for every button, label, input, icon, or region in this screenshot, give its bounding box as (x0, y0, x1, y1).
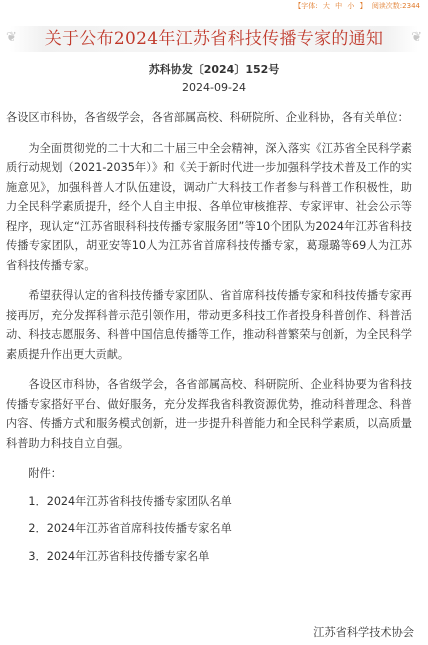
article-body (6, 108, 412, 574)
attachments-title: 附件： (28, 467, 62, 480)
attachment-item-3[interactable]: 3．2024年江苏省科技传播专家名单 (28, 549, 210, 563)
attachments-list (6, 492, 412, 567)
article-toolbar (291, 0, 420, 12)
paragraph-1: 为全面贯彻党的二十大和二十届三中全会精神，深入落实《江苏省全民科学素质行动规划（2021-2035年）》和《关于新时代进一步加强科学技术普及工作的实施意见》，加强科普人才队伍建设，调动广大科技工作者参与科普工作积极性，助力全民科学素质提升，经个人自主申报、各单位审核推荐、专家评审、社会公示等程序，现认定“江苏省眼科科技传播专家服务团”等10个团队为2024年江苏省科技传播专家团队，胡亚安等10人为江苏省首席科技传播专家，葛璟璐等69人为江苏省科技传播专家。 (6, 141, 412, 272)
font-size-medium-button[interactable]: 中 (335, 2, 343, 10)
view-count-label: 阅读次数: (371, 2, 403, 10)
signature: 江苏省科学技术协会 (313, 626, 414, 639)
page-title: 关于公布2024年江苏省科技传播专家的通知 (44, 29, 384, 49)
salutation: 各设区市科协，各省级学会，各省部属高校、科研院所、企业科协，各有关单位： (6, 111, 409, 124)
attachment-item-2[interactable]: 2．2024年江苏省首席科技传播专家名单 (28, 522, 232, 535)
paragraph-2: 希望获得认定的省科技传播专家团队、省首席科技传播专家和科技传播专家再接再厉，充分发挥科普示范引领作用，带动更多科技工作者投身科普创作、科普活动、科技志愿服务、科普中国信息传播等工作，推动科普繁荣与创新，为全民科学素质提升作出更大贡献。 (6, 289, 412, 361)
publish-date: 2024-09-24 (182, 81, 246, 94)
document-number: 苏科协发〔2024〕152号 (148, 63, 280, 76)
leaf-ornament-left-icon: ❦ (6, 30, 17, 45)
view-count-value: 2344 (402, 2, 420, 10)
leaf-ornament-right-icon: ❦ (411, 30, 422, 45)
attachment-item-1[interactable]: 1．2024年江苏省科技传播专家团队名单 (28, 494, 232, 508)
font-size-small-button[interactable]: 小 (347, 2, 355, 10)
title-banner (0, 18, 428, 58)
font-size-label: 【字体: (294, 2, 318, 10)
font-size-close-bracket: 】 (359, 2, 367, 10)
font-size-large-button[interactable]: 大 (322, 2, 330, 10)
paragraph-3: 各设区市科协，各省级学会，各省部属高校、科研院所、企业科协要为省科技传播专家搭好平台、做好服务，充分发挥我省科教资源优势，推动科普理念、科普内容、传播方式和服务模式创新，进一步提升科普能力和全民科学素质，以高质量科普助力科技自立自强。 (6, 378, 412, 450)
